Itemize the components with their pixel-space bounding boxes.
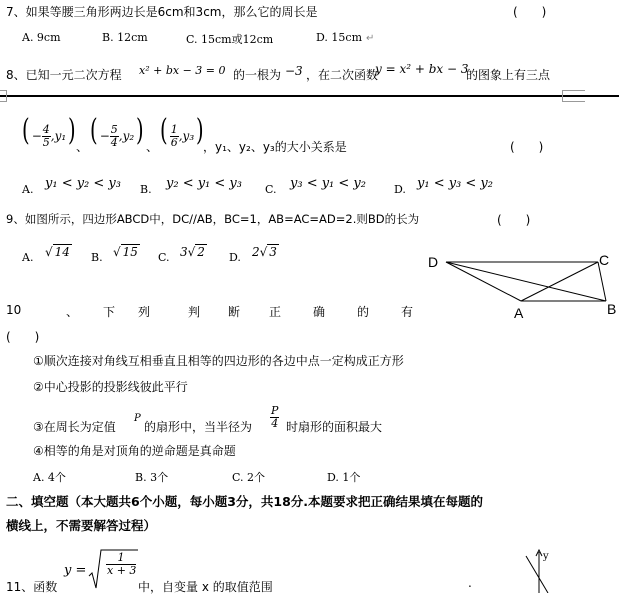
q8-option-c: y₃ < y₁ < y₂ xyxy=(290,176,366,191)
q11-answer-blank-dot: . xyxy=(468,576,472,590)
page-break-rule xyxy=(0,95,619,97)
q8-stem-b: 的一根为 xyxy=(233,68,282,82)
q10-item-3-c: 时扇形的面积最大 xyxy=(286,420,383,434)
diagonal-db xyxy=(446,262,606,301)
q10-item-4: ④相等的角是对顶角的逆命题是真命题 xyxy=(33,444,236,458)
q9-option-a: √ 14 xyxy=(45,245,70,259)
q9-option-a-letter: A. xyxy=(22,251,34,264)
q8-stem-a: 8、已知一元二次方程 xyxy=(6,68,122,82)
q10-item-3-p: P xyxy=(134,413,141,424)
q9-answer-paren: ( ) xyxy=(497,213,531,227)
q8-option-a-letter: A. xyxy=(22,183,34,196)
q8-stem-c: ，在二次函数 xyxy=(306,68,379,82)
q10-stem-char-0: 10 xyxy=(6,303,22,317)
q9-option-b-letter: B. xyxy=(91,251,103,264)
q10-stem-char-2: 下 xyxy=(103,305,116,319)
q8-equation-2: y = x² + bx − 3 xyxy=(375,62,469,76)
q8-tail: ，y₁、y₂、y₃的大小关系是 xyxy=(203,140,347,154)
q8-separator-2: 、 xyxy=(146,140,159,154)
q10-item-1: ①顺次连接对角线互相垂直且相等的四边形的各边中点一定构成正方形 xyxy=(33,354,404,368)
q10-option-a: A. 4个 xyxy=(33,471,66,484)
q10-item-3-fraction: $\frac{P}{4}$ xyxy=(271,404,279,430)
page-break-marker-right xyxy=(562,90,585,102)
q8-equation-1: x² + bx − 3 = 0 xyxy=(139,64,226,77)
return-mark: ↵ xyxy=(366,33,375,44)
vertex-label-b: B xyxy=(607,301,617,317)
q8-option-d-letter: D. xyxy=(394,183,406,196)
q8-option-d: y₁ < y₃ < y₂ xyxy=(417,176,493,191)
q8-point-2: ( − $\frac{5}{4}$ ,y₂) xyxy=(90,113,144,149)
q10-answer-paren: ( ) xyxy=(6,330,40,344)
q8-option-b: y₂ < y₁ < y₃ xyxy=(166,176,242,191)
vertex-label-c: C xyxy=(599,252,610,268)
section-2-heading-line-1: 二、填空题（本大题共6个小题，每小题3分，共18分.本题要求把正确结果填在每题的 xyxy=(6,494,484,509)
vertex-label-a: A xyxy=(514,305,524,321)
q11-fraction: $\frac{1}{x + 3}$ xyxy=(107,551,137,577)
q10-item-2: ②中心投影的投影线彼此平行 xyxy=(33,380,188,394)
q10-item-3-a: ③在周长为定值 xyxy=(33,420,116,434)
q11-y-equals: y = xyxy=(64,563,87,578)
q11-graph-axis-y-label: y xyxy=(543,551,549,562)
q8-separator-1: 、 xyxy=(76,140,89,154)
q7-option-d: D. 15cm xyxy=(316,31,363,44)
q10-stem-char-1: 、 xyxy=(66,305,79,319)
q10-stem-char-5: 断 xyxy=(228,305,241,319)
q7-option-c: C. 15cm或12cm xyxy=(186,33,274,46)
q9-option-c: 3√ 2 xyxy=(180,245,205,259)
q10-stem-char-3: 列 xyxy=(138,305,151,319)
q7-option-a: A. 9cm xyxy=(22,31,61,44)
edge-da xyxy=(446,262,521,301)
q8-root: −3 xyxy=(285,64,303,78)
q8-point-1: ( − $\frac{4}{5}$ ,y₁) xyxy=(22,113,76,149)
page-break-marker-left xyxy=(0,90,7,102)
q7-option-b: B. 12cm xyxy=(102,31,148,44)
q9-option-d-letter: D. xyxy=(229,251,241,264)
q8-point-3: ( $\frac{1}{6}$ ,y₃) xyxy=(160,113,204,149)
q10-stem-char-9: 有 xyxy=(401,305,414,319)
q10-stem-char-6: 正 xyxy=(269,305,282,319)
q11-stem-b: 中，自变量 x 的取值范围 xyxy=(138,580,273,594)
q10-option-b: B. 3个 xyxy=(135,471,169,484)
diagonal-ac xyxy=(521,262,598,301)
q10-stem-char-8: 的 xyxy=(357,305,370,319)
q8-stem-d: 的图象上有三点 xyxy=(466,68,551,82)
q7-stem: 7、如果等腰三角形两边长是6cm和3cm，那么它的周长是 xyxy=(6,5,318,19)
q8-option-a: y₁ < y₂ < y₃ xyxy=(45,176,121,191)
q11-stem-a: 11、函数 xyxy=(6,580,58,594)
q10-stem-char-4: 判 xyxy=(188,305,201,319)
q10-stem-char-7: 确 xyxy=(313,305,326,319)
q9-option-c-letter: C. xyxy=(158,251,170,264)
q8-answer-paren: ( ) xyxy=(510,140,544,154)
q10-item-3-b: 的扇形中，当半径为 xyxy=(144,420,253,434)
q10-option-c: C. 2个 xyxy=(232,471,266,484)
q9-stem: 9、如图所示，四边形ABCD中，DC//AB，BC=1，AB=AC=AD=2.则BD的长为 xyxy=(6,212,420,226)
q9-option-d: 2√ 3 xyxy=(252,245,277,259)
q8-option-c-letter: C. xyxy=(265,183,277,196)
q9-quadrilateral-figure xyxy=(420,248,619,323)
q11-graph-fragment xyxy=(520,546,560,593)
q8-option-b-letter: B. xyxy=(140,183,152,196)
vertex-label-d: D xyxy=(428,254,439,270)
q7-answer-paren: ( ) xyxy=(513,5,547,19)
section-2-heading-line-2: 横线上，不需要解答过程） xyxy=(6,518,157,533)
q10-option-d: D. 1个 xyxy=(327,471,361,484)
q9-option-b: √ 15 xyxy=(113,245,138,259)
